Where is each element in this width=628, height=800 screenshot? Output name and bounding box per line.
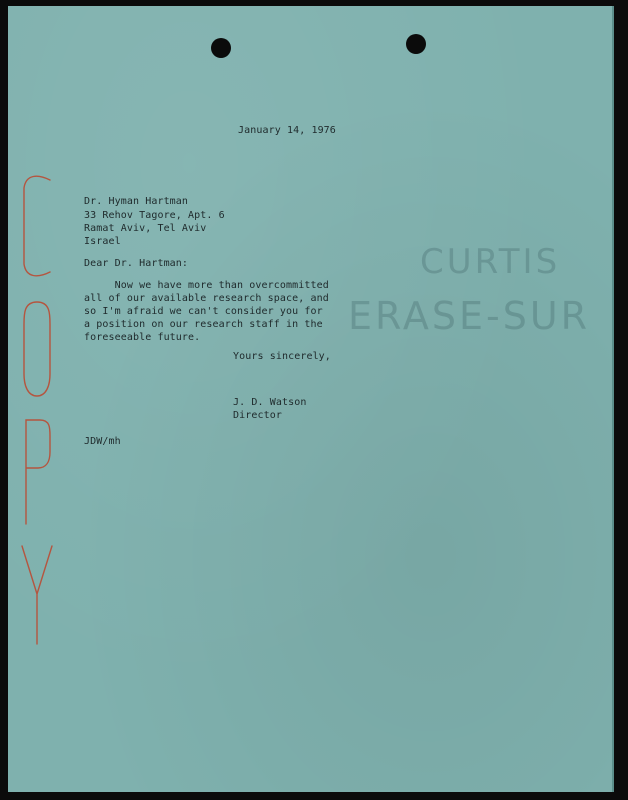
signer-name: J. D. Watson [233,397,307,408]
recipient-address-line1: 33 Rehov Tagore, Apt. 6 [84,210,225,221]
copy-stamp-letter-p [26,420,50,524]
reference-initials: JDW/mh [84,436,121,447]
paper-watermark-line2: ERASE-SUR [348,294,591,338]
punch-hole-right [406,34,426,54]
copy-stamp-letter-c [24,176,50,276]
copy-stamp-letter-y [22,546,52,644]
body-line: a position on our research staff in the [84,319,323,330]
letter-date: January 14, 1976 [238,125,336,136]
paper-watermark-line1: CURTIS [420,242,561,282]
copy-stamp [18,174,58,654]
salutation: Dear Dr. Hartman: [84,258,189,269]
recipient-address-line2: Ramat Aviv, Tel Aviv [84,223,207,234]
body-line: so I'm afraid we can't consider you for [84,306,323,317]
copy-stamp-letter-o [24,302,50,396]
closing: Yours sincerely, [233,351,331,362]
recipient-country: Israel [84,236,121,247]
body-line: foreseeable future. [84,332,201,343]
signer-title: Director [233,410,282,421]
punch-hole-left [211,38,231,58]
body-line: Now we have more than overcommitted [84,280,329,291]
recipient-name: Dr. Hyman Hartman [84,196,189,207]
body-line: all of our available research space, and [84,293,329,304]
letter-sheet [8,6,614,792]
